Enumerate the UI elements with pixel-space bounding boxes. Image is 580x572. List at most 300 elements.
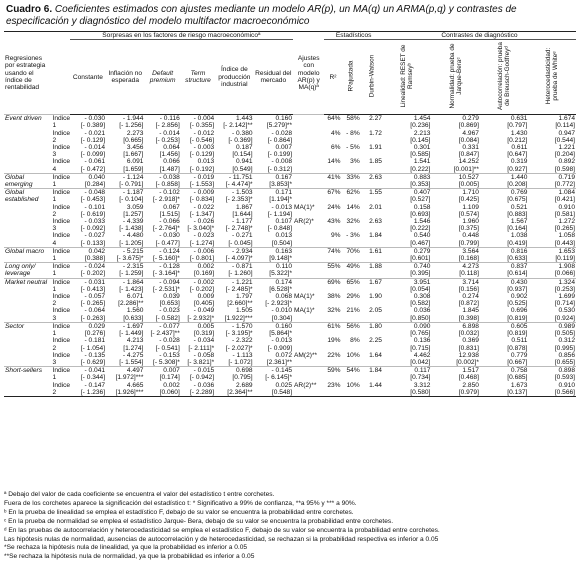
- footnote: *Se rechaza la hipótesis nula de linealidad, ya que la probabilidad es inferior a 0.05: [4, 544, 248, 552]
- coefficient-cell: 0.941 [0.549]: [232, 158, 253, 173]
- coefficient-cell: 6.091 [1.659]: [123, 158, 144, 173]
- coefficient-cell: - 0.002 [- 0.202]: [181, 278, 215, 293]
- coefficient-cell: - 1.503 [- 2.353]*: [215, 189, 253, 204]
- test-cell: 0.902 [0.525]: [507, 293, 528, 308]
- adjust-cell: AM(2)**: [294, 351, 318, 359]
- coefficient-cell: - 0.038 [- 0.858]: [144, 173, 180, 188]
- coefficient-cell: - 1.697 [- 1.449]: [106, 322, 144, 337]
- coefficient-cell: - 0.008 [- 0.312]: [267, 158, 293, 173]
- col-industrial: Índice de producción industrial: [215, 40, 253, 115]
- col-test-heteroskedasticity: Heterocedasticidad: prueba de Whiteᵉ: [545, 47, 560, 105]
- table-caption: [6, 4, 574, 28]
- r2-cell: 4%: [330, 129, 341, 137]
- test-cell: 0.769 [0.675]: [480, 189, 529, 204]
- test-cell: 0.947 [0.544]: [554, 129, 575, 144]
- coefficient-cell: - 0.057 [- 0.265]: [80, 293, 106, 308]
- table-row: [4, 307, 576, 322]
- dw-cell: 1.72: [369, 129, 382, 137]
- test-cell: 14.252 [0.001]**: [453, 158, 479, 173]
- dw-cell: 1.91: [369, 144, 382, 152]
- strategy-label: [4, 307, 51, 322]
- coefficient-cell: - 0.030 [- 0.389]: [70, 115, 106, 130]
- r2-cell: 6%: [330, 144, 341, 152]
- col-r2: R²: [324, 40, 341, 115]
- footnote: ª Debajo del valor de cada coeficiente se encuentra el valor del estadístico t entre corchetes.: [4, 491, 275, 498]
- coefficient-cell: - 0.009 [- 0.834]: [181, 189, 215, 204]
- adjust-cell: AR(2)*: [294, 218, 314, 226]
- test-cell: 0.279 [0.601]: [383, 247, 432, 262]
- index-label: Índice 1: [52, 115, 70, 130]
- adjust-cell: [293, 189, 324, 204]
- coefficient-cell: - 0.871 [- 1.260]: [215, 263, 253, 278]
- stats-group-header: Estadísticos: [324, 32, 383, 40]
- test-cell: 0.301 [0.585]: [410, 144, 431, 159]
- adjust-cell: [293, 247, 324, 262]
- adjust-cell: [293, 337, 324, 351]
- test-cell: 1.960 [0.375]: [458, 218, 479, 233]
- table-row: [4, 173, 576, 188]
- dw-cell: 2.25: [369, 337, 382, 345]
- footnote: **Se rechaza la hipótesis nula de normalidad, ya que la probabilidad es inferior a 0.05: [4, 553, 255, 561]
- test-cell: 0.910 [0.581]: [554, 203, 575, 218]
- index-label: Índice 1: [52, 189, 70, 204]
- test-cell: 4.462 [0.042]: [410, 351, 431, 366]
- dw-cell: 1.67: [361, 278, 383, 293]
- r2adj-cell: 29%: [346, 293, 360, 301]
- test-cell: 0.521 [0.883]: [507, 203, 528, 218]
- coefficient-cell: - 0.058 [- 3.821]*: [187, 351, 215, 366]
- test-cell: 0.279 [0.869]: [431, 115, 480, 130]
- table-row: [4, 204, 576, 218]
- table-row: [4, 144, 576, 158]
- r2-cell: 9%: [330, 232, 341, 240]
- footnote: Las hipótesis nulas de normalidad, ausencias de autocorrelación y de heterocedasticidad, se rechazan si la probabilidad respectiva es inferior a 0.05: [4, 535, 439, 543]
- dw-cell: 1.85: [369, 158, 382, 166]
- test-cell: 1.674 [0.114]: [528, 115, 576, 130]
- test-cell: 0.816 [0.633]: [480, 247, 529, 262]
- r2-cell: 43%: [327, 218, 341, 226]
- strategy-label: Global macro: [4, 247, 51, 262]
- coefficient-cell: 0.174 [6.528]*: [254, 278, 293, 293]
- adjust-cell: MA(1)*: [294, 203, 315, 211]
- dw-cell: 2.05: [369, 307, 382, 315]
- r2-cell: 74%: [324, 247, 341, 262]
- test-cell: 0.611 [0.647]: [507, 144, 528, 159]
- test-cell: 0.530 [0.924]: [554, 307, 575, 322]
- r2adj-cell: 49%: [342, 263, 361, 278]
- coefficient-cell: - 0.094 [- 2.531]*: [144, 278, 180, 293]
- dw-cell: 1.84: [361, 367, 383, 382]
- test-cell: 0.331 [0.847]: [458, 144, 479, 159]
- index-label: Índice 1: [52, 173, 70, 189]
- strategy-label: [4, 352, 51, 367]
- coefficient-cell: - 0.030 [- 0.477]: [155, 232, 180, 247]
- table-body: [4, 115, 576, 397]
- coefficient-cell: 4.497 [1.972]***: [106, 367, 144, 382]
- r2-cell: 64%: [324, 115, 341, 130]
- coefficient-cell: - 1.177 [- 2.748]*: [225, 218, 253, 233]
- table-notes: [4, 491, 576, 562]
- test-cell: 2.850 [0.979]: [431, 382, 480, 397]
- test-cell: 1.908 [0.066]: [528, 263, 576, 278]
- test-cell: 0.989 [0.505]: [528, 322, 576, 337]
- strategy-label: Event driven: [4, 115, 51, 130]
- test-cell: 0.892 [0.598]: [554, 158, 575, 173]
- test-cell: 1.673 [0.137]: [480, 382, 529, 397]
- adjust-cell: MA(1)*: [294, 307, 315, 315]
- coefficient-cell: 0.007 [0.174]: [144, 367, 180, 382]
- strategy-label: [4, 218, 51, 232]
- test-cell: 1.221 [0.204]: [554, 144, 575, 159]
- r2-cell: 14%: [327, 158, 341, 166]
- coefficient-cell: - 2.315 [- 1.259]: [106, 263, 144, 278]
- coefficient-cell: - 0.064 [- 0.263]: [80, 307, 106, 322]
- strategy-label: Market neutral: [4, 278, 51, 293]
- coefficient-cell: 0.068 [- 2.923]*: [265, 293, 293, 308]
- coefficient-cell: - 2.934 [- 4.097]*: [215, 247, 253, 262]
- table-row: [4, 278, 576, 293]
- coefficient-cell: - 0.006 [- 0.801]: [181, 247, 215, 262]
- coefficient-cell: - 0.034 [- 2.111]*: [188, 337, 215, 352]
- footnote: Fuera de los corchetes aparece la significación del estadístico t: * Significativo a 99% de confianza, **a 95% y *** a 90%.: [4, 499, 357, 507]
- col-default: Default premium: [144, 40, 180, 115]
- r2adj-cell: 3%: [350, 158, 360, 166]
- coefficient-cell: - 0.023 [- 0.582]: [155, 307, 180, 322]
- test-cell: 0.883 [0.353]: [383, 173, 432, 188]
- strategy-label: Global established: [4, 189, 51, 204]
- r2adj-cell: 33%: [342, 173, 361, 188]
- coefficient-cell: - 1.221 [- 2.485]*: [215, 278, 253, 293]
- coefficient-cell: - 0.066 [- 2.764]*: [153, 218, 180, 233]
- coefficient-cell: 0.163 [9.148]*: [254, 247, 293, 262]
- r2adj-cell: 58%: [342, 115, 361, 130]
- adjust-cell: [293, 130, 324, 144]
- r2-cell: 61%: [324, 322, 341, 337]
- dw-cell: 1.90: [369, 293, 382, 301]
- adjust-cell: [293, 173, 324, 188]
- test-cell: 3.951 [0.054]: [383, 278, 432, 293]
- coefficient-cell: 0.013 [0.504]: [271, 232, 293, 247]
- coefficient-cell: - 0.014 [- 0.099]: [80, 144, 106, 159]
- coefficient-cell: - 1.124 [- 0.791]: [106, 173, 144, 188]
- coefficient-cell: 0.067 [1.515]: [159, 203, 180, 218]
- coefficient-cell: 0.040 [0.284]: [70, 173, 106, 188]
- coefficient-cell: - 1.187 [- 0.104]: [106, 189, 144, 204]
- index-label: Índice 2: [52, 129, 70, 144]
- caption-prefix: Cuadro 6.: [6, 4, 53, 15]
- r2adj-cell: - 3%: [346, 232, 360, 240]
- coefficient-cell: - 0.101 [- 0.619]: [80, 203, 106, 218]
- test-cell: 0.448 [0.799]: [458, 232, 479, 247]
- coefficient-cell: - 0.013 [- 0.909]: [267, 337, 293, 352]
- adjust-cell: [293, 115, 324, 130]
- r2adj-cell: 14%: [346, 203, 360, 211]
- coefficient-cell: - 0.023 [- 1.274]: [189, 232, 215, 247]
- coefficient-cell: 0.039 [0.653]: [159, 293, 180, 308]
- r2adj-cell: 70%: [342, 247, 361, 262]
- test-cell: 0.856 [0.655]: [554, 351, 575, 366]
- coefficient-cell: - 5.215 [- 3.675]*: [106, 247, 144, 262]
- coefficient-cell: - 0.181 [- 1.054]: [80, 337, 106, 352]
- r2-cell: 22%: [327, 351, 341, 359]
- test-cell: 0.369 [0.831]: [458, 337, 479, 352]
- index-label: Índice 3: [52, 144, 70, 159]
- adjust-cell: [293, 232, 324, 247]
- coefficient-cell: 3.059 [1.257]: [123, 203, 144, 218]
- index-label: Índice 3: [52, 351, 70, 366]
- coefficient-cell: - 0.013 [- 1.194]: [267, 203, 293, 218]
- adjust-cell: [293, 367, 324, 382]
- coefficient-cell: 0.171 [1.194]*: [254, 189, 293, 204]
- coefficient-cell: - 1.570 [- 3.195]*: [215, 322, 253, 337]
- test-cell: 12.938 [0.002]*: [456, 351, 479, 366]
- r2adj-cell: 10%: [342, 382, 361, 397]
- r2adj-cell: 56%: [342, 322, 361, 337]
- coefficient-cell: 0.110 [5.322]*: [254, 263, 293, 278]
- test-cell: 1.440 [0.208]: [480, 173, 529, 188]
- index-label: Índice 4: [52, 158, 70, 173]
- coefficient-cell: 0.025 [0.548]: [254, 382, 293, 397]
- coefficient-cell: 4.213 [1.274]: [123, 337, 144, 352]
- coefficient-cell: 1.443 [- 2.142]**: [215, 115, 253, 130]
- strategy-label: Sector: [4, 322, 51, 337]
- coefficient-cell: - 4.480 [- 1.205]: [119, 232, 144, 247]
- test-cell: 1.454 [0.236]: [383, 115, 432, 130]
- r2-cell: 55%: [324, 263, 341, 278]
- coefficient-cell: 0.005 [0.319]: [181, 322, 215, 337]
- r2adj-cell: - 8%: [346, 129, 360, 137]
- strategy-label: [4, 232, 51, 247]
- table-row: [4, 130, 576, 144]
- test-cell: 1.517 [0.468]: [431, 367, 480, 382]
- test-cell: 1.038 [0.419]: [507, 232, 528, 247]
- test-cell: 2.213 [0.145]: [410, 129, 431, 144]
- coefficient-cell: 0.160 [5.279]**: [254, 115, 293, 130]
- test-cell: 0.540 [0.467]: [410, 232, 431, 247]
- r2adj-cell: 62%: [342, 189, 361, 204]
- r2adj-cell: 8%: [350, 337, 360, 345]
- test-cell: 0.511 [0.878]: [507, 337, 528, 352]
- coefficient-cell: - 0.022 [- 1.347]: [189, 203, 215, 218]
- r2-cell: 24%: [327, 203, 341, 211]
- coefficient-cell: - 1.113 [- 1.072]: [228, 351, 253, 366]
- test-cell: 0.696 [0.819]: [507, 307, 528, 322]
- test-cell: 0.036 [0.850]: [410, 307, 431, 322]
- test-cell: 0.090 [0.765]: [383, 322, 432, 337]
- dw-cell: 1.80: [361, 322, 383, 337]
- coefficient-cell: - 0.116 [- 2.856]: [144, 115, 180, 130]
- dw-cell: 1.55: [361, 189, 383, 204]
- test-cell: 0.910 [0.566]: [528, 382, 576, 397]
- coefficient-cell: 0.002 [0.060]: [144, 382, 180, 397]
- strategy-label: Global emerging: [4, 173, 51, 188]
- strategy-label: [4, 293, 51, 307]
- test-cell: 3.564 [0.168]: [431, 247, 480, 262]
- footnote: ᶜ En la prueba de normalidad se emplea el estadístico Jarque- Bera, debajo de su valor se encuentra la probabilidad entre corchetes.: [4, 517, 394, 525]
- r2-cell: 32%: [327, 307, 341, 315]
- coefficient-cell: 3.456 [1.667]: [123, 144, 144, 159]
- coefficient-cell: - 1.944 [- 1.256]: [106, 115, 144, 130]
- table-row: [4, 293, 576, 307]
- coefficient-cell: 0.698 [0.795]: [215, 367, 253, 382]
- dw-cell: 1.44: [361, 382, 383, 397]
- coefficient-cell: - 0.147 [- 1.236]: [70, 382, 106, 397]
- coefficient-cell: 1.505 [1.922]***: [224, 307, 253, 322]
- caption-text: Coeficientes estimados con ajustes mediante un modelo AR(p), un MA(q) un ARMA(p,q) y contrastes de especificación y diagnóstico del modelo multifactor macroeconómico: [6, 4, 517, 27]
- test-cell: 0.719 [0.772]: [528, 173, 576, 188]
- table-row: [4, 232, 576, 247]
- row-header: Regresiones por estrategia usando el índice de rentabilidad: [4, 32, 51, 115]
- table-row: [4, 382, 576, 397]
- test-cell: 1.699 [0.714]: [554, 293, 575, 308]
- test-cell: 3.312 [0.580]: [383, 382, 432, 397]
- test-cell: 1.653 [0.119]: [528, 247, 576, 262]
- test-cell: 0.117 [0.734]: [383, 367, 432, 382]
- coefficient-cell: 0.013 [- 0.192]: [189, 158, 215, 173]
- col-r2adj: R²ajustada: [347, 60, 355, 92]
- coefficient-cell: 0.064 [1.456]: [159, 144, 180, 159]
- col-test-normality: Normalidad: prueba de Jarque-Beraᶜ: [448, 43, 463, 109]
- test-cell: 4.273 [0.118]: [431, 263, 480, 278]
- coefficient-cell: 0.160 [5.864]*: [254, 322, 293, 337]
- test-cell: 6.898 [0.032]: [431, 322, 480, 337]
- coefficient-cell: - 0.077 [- 2.437]**: [144, 322, 180, 337]
- coefficient-cell: - 0.102 [- 2.918]*: [144, 189, 180, 204]
- coefficient-cell: - 2.322 [- 2.027]*: [225, 337, 253, 352]
- coefficient-cell: - 0.012 [- 0.546]: [189, 129, 215, 144]
- coefficient-cell: - 0.128 [- 3.164]*: [144, 263, 180, 278]
- col-dw: Durbin-Watson: [368, 55, 376, 98]
- coefficient-cell: - 11.751 [- 4.474]*: [215, 173, 253, 188]
- test-cell: 1.084 [0.421]: [528, 189, 576, 204]
- adjust-cell: [293, 158, 324, 173]
- coefficient-cell: - 0.028 [- 0.541]: [155, 337, 180, 352]
- dw-cell: 2.27: [361, 115, 383, 130]
- test-cell: 0.740 [0.395]: [383, 263, 432, 278]
- strategy-label: Short-sellers: [4, 367, 51, 382]
- adjust-cell: MA(1)*: [294, 293, 315, 301]
- index-label: Índice 2: [52, 293, 70, 308]
- dw-cell: 2.01: [369, 203, 382, 211]
- index-label: Índice 2: [52, 203, 70, 218]
- adjust-cell: AR(2)**: [293, 382, 324, 397]
- test-cell: 0.319 [0.927]: [507, 158, 528, 173]
- coefficient-cell: - 0.010 [0.304]: [271, 307, 293, 322]
- test-cell: 1.430 [0.212]: [507, 129, 528, 144]
- footnote: ᵈ En las pruebas de autocorrelación y heterocedasticidad se emplea el estadístico F, debajo de su valor se encuentra la probabilidad entre corchetes.: [4, 526, 440, 534]
- test-cell: 1.541 [0.222]: [410, 158, 431, 173]
- coefficient-cell: 1.867 [1.644]: [232, 203, 253, 218]
- coefficient-cell: 2.273 [0.665]: [123, 129, 144, 144]
- strategy-label: [4, 144, 51, 158]
- coefficient-cell: - 1.864 [- 1.423]: [106, 278, 144, 293]
- coefficient-cell: - 0.019 [- 1.553]: [181, 173, 215, 188]
- table-row: [4, 247, 576, 262]
- table-row: [4, 322, 576, 337]
- footnote: ᵇ En la prueba de linealidad se emplea el estadístico F, debajo de su valor se encuentra la probabilidad entre corchetes.: [4, 508, 354, 516]
- coefficient-cell: 0.072 [2.361]**: [266, 351, 293, 366]
- test-cell: 0.312 [0.995]: [554, 337, 575, 352]
- test-cell: 1.109 [0.574]: [458, 203, 479, 218]
- r2-cell: 69%: [324, 278, 341, 293]
- strategy-label: [4, 382, 51, 397]
- coefficient-cell: - 0.003 [- 0.129]: [189, 144, 215, 159]
- table-row: [4, 263, 576, 278]
- test-cell: 0.136 [0.715]: [410, 337, 431, 352]
- index-label: Índice 3: [52, 307, 70, 322]
- coefficient-cell: 0.007 [- 0.199]: [267, 144, 293, 159]
- col-constant: Constante: [70, 40, 106, 115]
- tests-group-header: Contrastes de diagnóstico: [383, 32, 576, 40]
- r2-cell: 19%: [327, 337, 341, 345]
- coefficient-cell: - 4.339 [- 1.438]: [119, 218, 144, 233]
- coefficient-cell: - 0.021 [- 0.129]: [80, 129, 106, 144]
- table-row: [4, 218, 576, 232]
- test-cell: 1.546 [0.222]: [410, 218, 431, 233]
- index-label: Índice 4: [52, 232, 70, 247]
- coefficient-cell: 6.071 [2.286]**: [118, 293, 144, 308]
- coefficient-cell: - 0.048 [- 0.453]: [70, 189, 106, 204]
- strategy-label: Long only/ leverage: [4, 263, 51, 278]
- r2-cell: 67%: [324, 189, 341, 204]
- table-row: [4, 115, 576, 130]
- table-row: [4, 352, 576, 367]
- coefficient-cell: 0.167 [3.853]*: [254, 173, 293, 188]
- col-term: Term structure: [181, 40, 215, 115]
- coefficient-cell: - 0.027 [- 0.133]: [80, 232, 106, 247]
- coefficient-cell: - 0.026 [- 3.040]*: [187, 218, 215, 233]
- dw-cell: 1.64: [369, 351, 382, 359]
- index-label: Índice 1: [52, 278, 70, 293]
- coefficient-cell: - 0.041 [- 0.344]: [70, 367, 106, 382]
- table-row: [4, 189, 576, 204]
- coefficient-cell: 0.066 [1.487]: [159, 158, 180, 173]
- dw-cell: 1.61: [361, 247, 383, 262]
- coefficient-cell: - 0.028 [- 0.864]: [267, 129, 293, 144]
- test-cell: 4.967 [0.084]: [458, 129, 479, 144]
- coefficient-cell: - 0.024 [- 0.202]: [70, 263, 106, 278]
- r2-cell: 59%: [324, 367, 341, 382]
- test-cell: 0.837 [0.614]: [480, 263, 529, 278]
- coefficient-cell: - 0.031 [- 0.413]: [70, 278, 106, 293]
- coefficient-cell: - 0.015 [- 0.942]: [181, 367, 215, 382]
- coefficient-cell: 2.689 [2.364]**: [215, 382, 253, 397]
- test-cell: 0.631 [0.797]: [480, 115, 529, 130]
- test-cell: 1.272 [0.265]: [554, 218, 575, 233]
- dw-cell: 2.63: [369, 218, 382, 226]
- index-label: Índice 1: [52, 322, 70, 338]
- coefficient-cell: - 0.036 [- 2.289]: [181, 382, 215, 397]
- test-cell: 0.308 [0.582]: [410, 293, 431, 308]
- test-cell: 0.430 [0.937]: [480, 278, 529, 293]
- coefficient-cell: 1.797 [2.660]**: [227, 293, 253, 308]
- test-cell: 0.758 [0.685]: [480, 367, 529, 382]
- index-label: Índice 1: [52, 247, 70, 263]
- coefficient-cell: 0.002 [0.169]: [181, 263, 215, 278]
- adjust-cell: [293, 263, 324, 278]
- strategy-label: [4, 158, 51, 173]
- adjust-cell: [293, 278, 324, 293]
- test-cell: 0.274 [0.872]: [458, 293, 479, 308]
- index-label: Índice 3: [52, 218, 70, 233]
- coefficient-cell: 0.107 [- 0.848]: [267, 218, 293, 233]
- coefficient-cell: 1.560 [0.633]: [123, 307, 144, 322]
- test-cell: 1.567 [0.164]: [507, 218, 528, 233]
- test-cell: 0.605 [0.819]: [480, 322, 529, 337]
- r2-cell: 38%: [327, 293, 341, 301]
- dw-cell: 1.88: [361, 263, 383, 278]
- coefficient-cell: 0.187 [0.154]: [232, 144, 253, 159]
